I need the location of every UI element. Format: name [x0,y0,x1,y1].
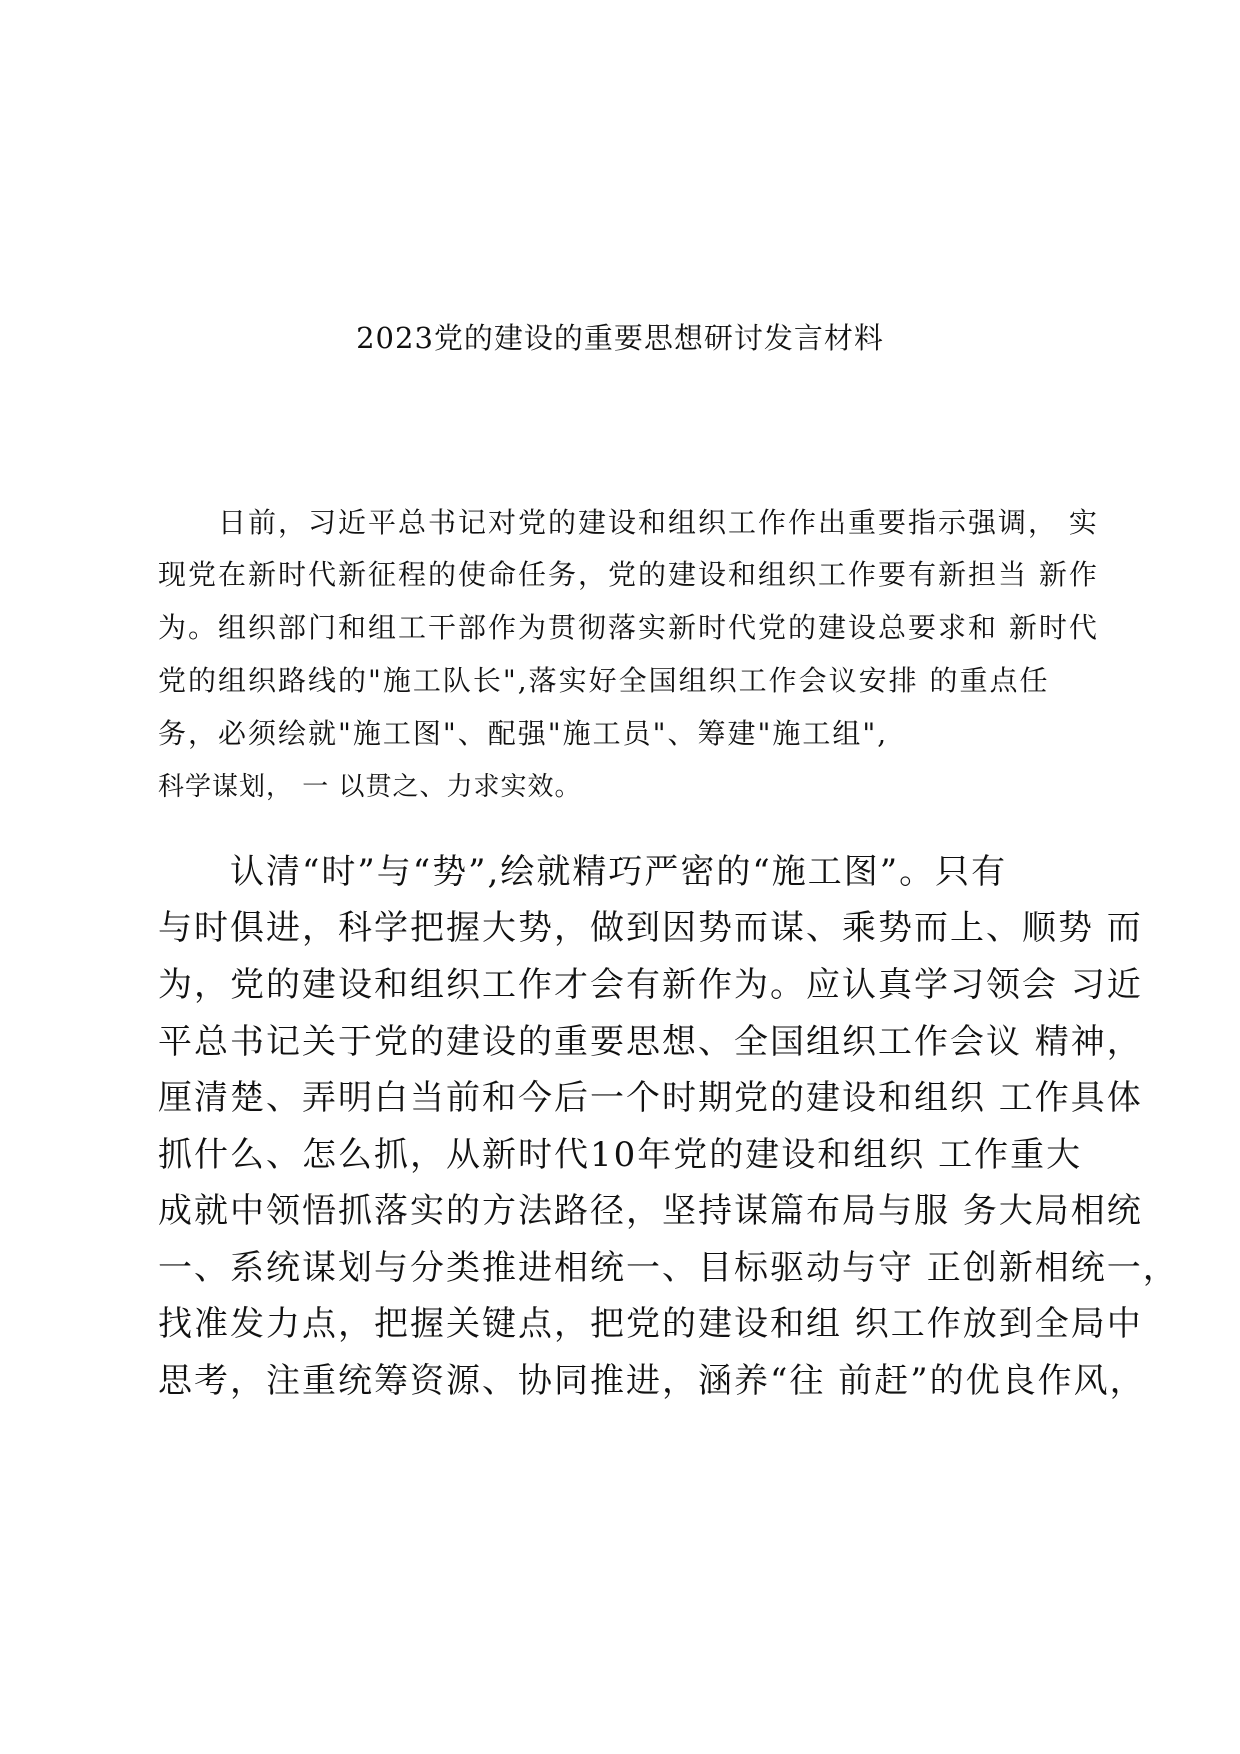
paragraph-line: 一、系统谋划与分类推进相统一、目标驱动与守 正创新相统一， [158,1248,1179,1288]
paragraph-line: 认清“时”与“势”,绘就精巧严密的“施工图”。只有 [158,852,1008,892]
paragraph-line: 平总书记关于党的建设的重要思想、全国组织工作会议 精神， [158,1022,1143,1062]
document-title: 2023党的建设的重要思想研讨发言材料 [356,321,884,355]
paragraph-line: 与时俱进，科学把握大势，做到因势而谋、乘势而上、顺势 而 [158,908,1143,948]
paragraph-line: 党的组织路线的"施工队长",落实好全国组织工作会议安排 的重点任 [158,664,1050,697]
paragraph-line: 成就中领悟抓落实的方法路径，坚持谋篇布局与服 务大局相统 [158,1191,1143,1231]
paragraph-line: 现党在新时代新征程的使命任务，党的建设和组织工作要有新担当 新作 [158,558,1099,591]
paragraph-line: 厘清楚、弄明白当前和今后一个时期党的建设和组织 工作具体 [158,1078,1143,1118]
paragraph-line: 思考，注重统筹资源、协同推进，涵养“往 前赶”的优良作风， [158,1361,1146,1401]
paragraph-line: 科学谋划， 一 以贯之、力求实效。 [158,772,582,802]
paragraph-line: 务，必须绘就"施工图"、配强"施工员"、筹建"施工组", [158,717,889,750]
paragraph-line: 抓什么、怎么抓，从新时代10年党的建设和组织 工作重大 [158,1135,1083,1175]
paragraph-line: 为，党的建设和组织工作才会有新作为。应认真学习领会 习近 [158,965,1143,1005]
paragraph-line: 为。组织部门和组工干部作为贯彻落实新时代党的建设总要求和 新时代 [158,611,1099,644]
paragraph-line: 日前，习近平总书记对党的建设和组织工作作出重要指示强调， 实 [158,506,1099,539]
paragraph-line: 找准发力点，把握关键点，把党的建设和组 织工作放到全局中 [158,1304,1143,1344]
